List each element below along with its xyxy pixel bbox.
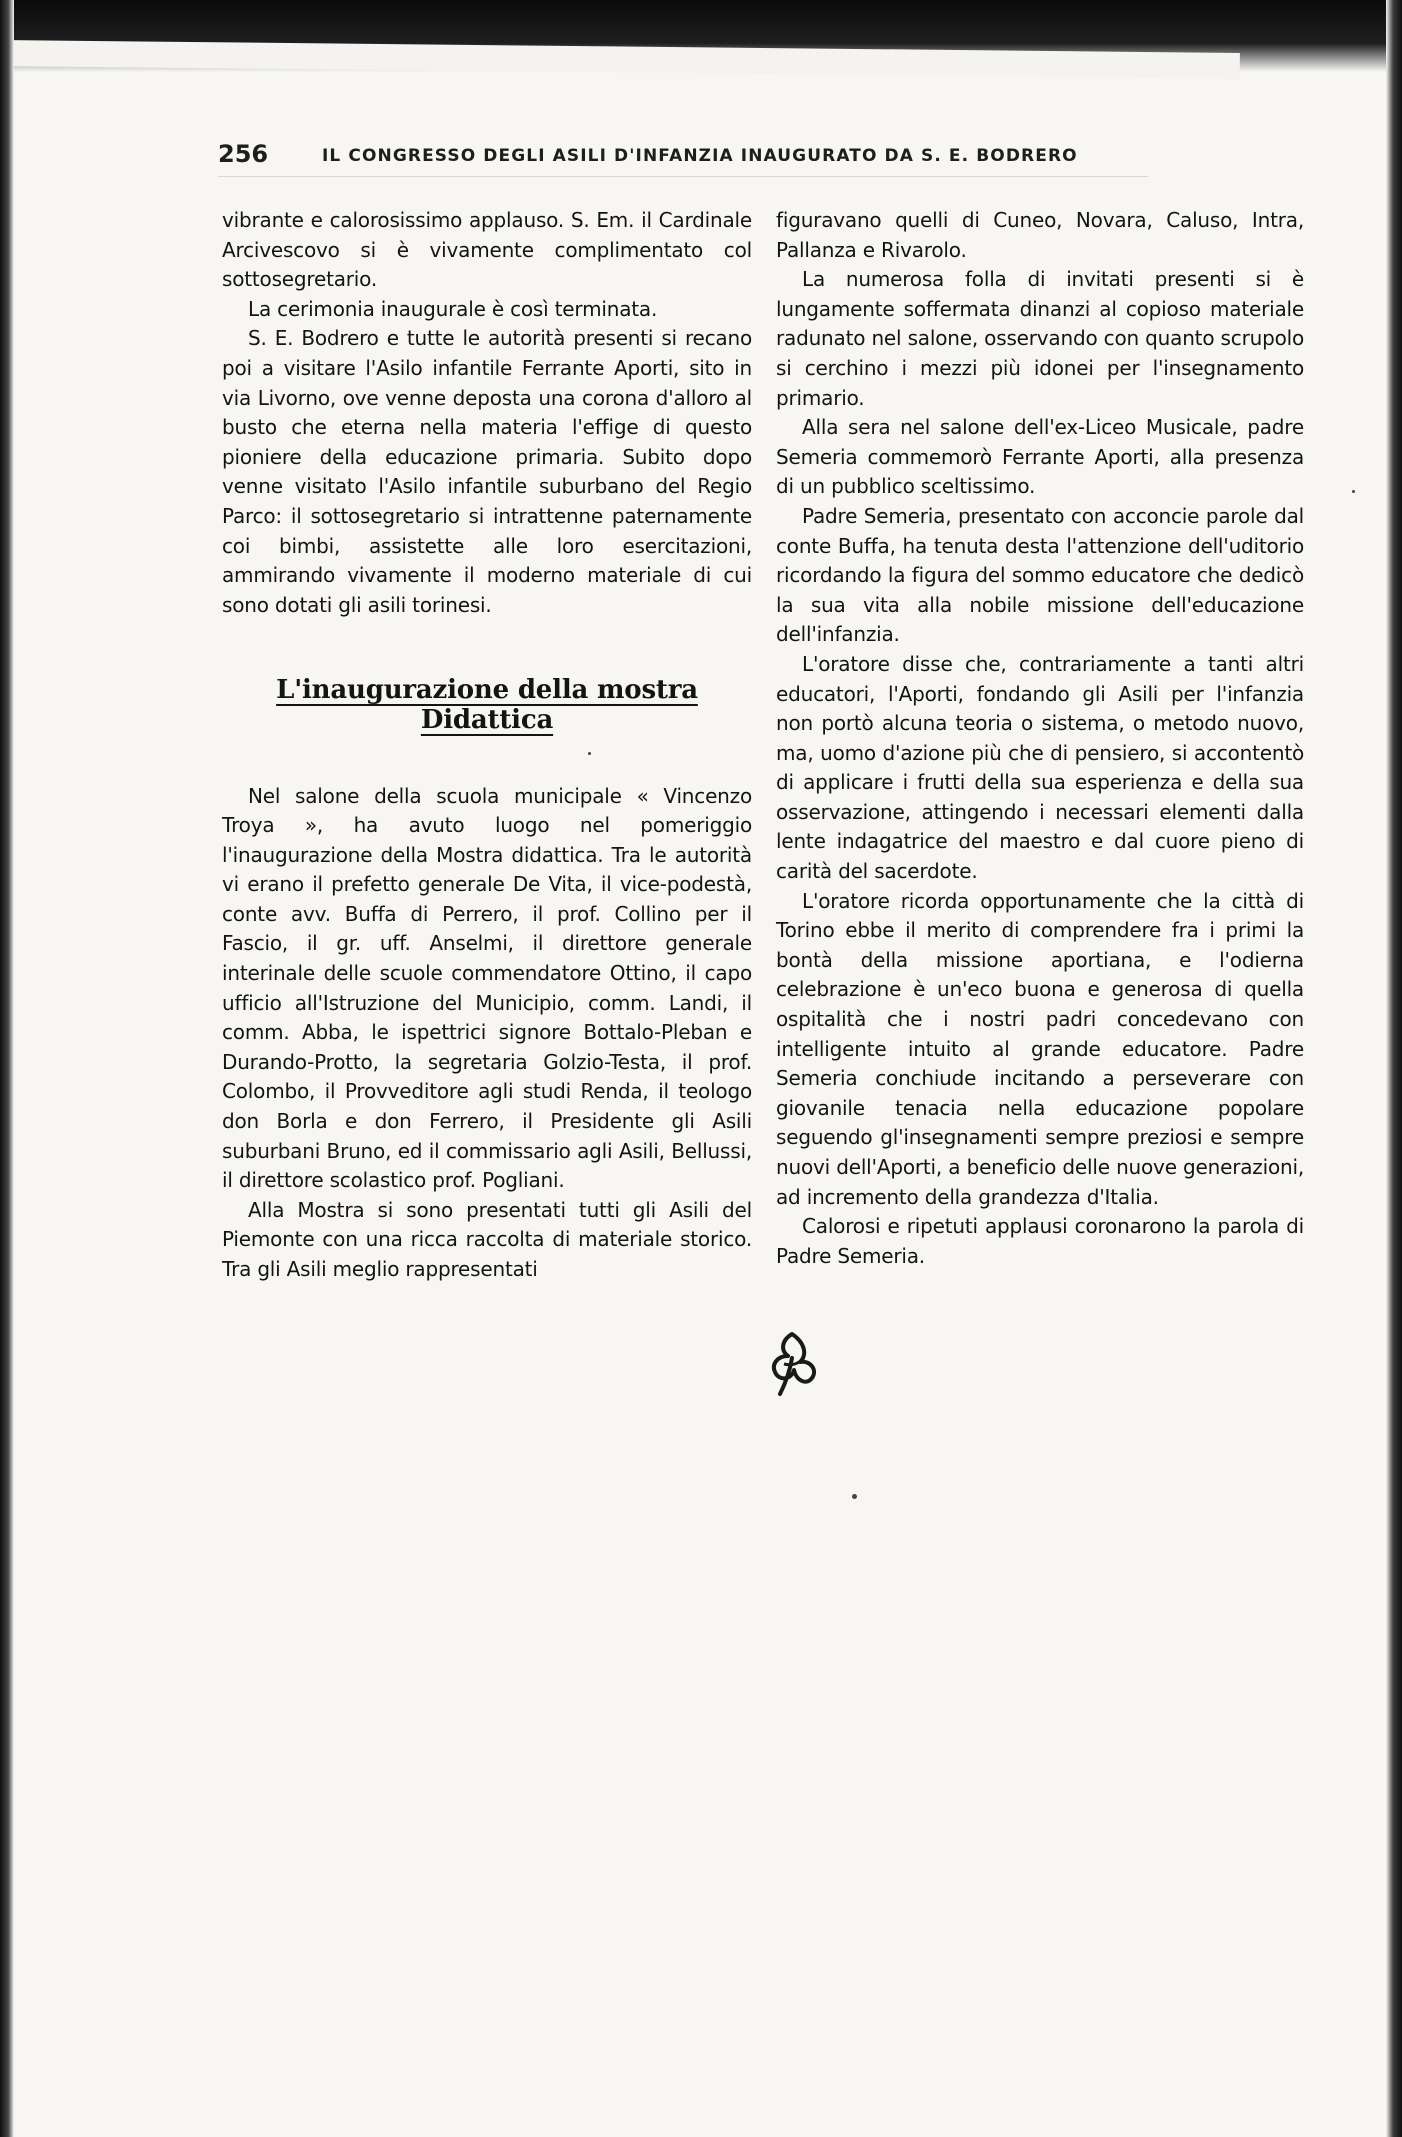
paragraph: figuravano quelli di Cuneo, Novara, Caluso, Intra, Pallanza e Rivarolo. <box>776 208 1304 262</box>
floral-ornament-icon <box>762 1330 822 1400</box>
paragraph: La cerimonia inaugurale è così terminata. <box>248 296 658 321</box>
running-head: IL CONGRESSO DEGLI ASILI D'INFANZIA INAUGURATO DA S. E. BODRERO <box>322 146 1078 166</box>
page-header <box>218 140 1148 180</box>
page-number: 256 <box>218 140 269 168</box>
paragraph: S. E. Bodrero e tutte le autorità presenti si recano poi a visitare l'Asilo infantile Ferrante Aporti, sito in via Livorno, ove venne deposta una corona d'alloro al busto che eterna nella materia l'effige di questo pioniere della educazione primaria. Subito dopo venne visitato l'Asilo infantile suburbano del Regio Parco: il sottosegretario si intrattenne paternamente coi bimbi, assistette alle loro esercitazioni, ammirando vivamente il moderno materiale di cui sono dotati gli asili torinesi. <box>222 326 752 617</box>
speck <box>588 752 591 755</box>
paragraph: La numerosa folla di invitati presenti si è lungamente soffermata dinanzi al copioso materiale radunato nel salone, osservando con quanto scrupolo si cerchino i mezzi più idonei per l'insegnamento primario. <box>776 267 1304 410</box>
paragraph: L'oratore disse che, contrariamente a tanti altri educatori, l'Aporti, fondando gli Asili per l'infanzia non portò alcuna teoria o sistema, o metodo nuovo, ma, uomo d'azione più che di pensiero, si accontentò di applicare i frutti della sua esperienza e della sua osservazione, attingendo i necessari elementi dalla lente indagatrice del maestro e dal cuore pieno di carità del sacerdote. <box>776 651 1304 884</box>
paragraph: L'oratore ricorda opportunamente che la città di Torino ebbe il merito di comprendere fra i primi la bontà della missione aportiana, e l'odierna celebrazione è un'eco buona e generosa di quella ospitalità che i nostri padri concedevano con intelligente intuito al grande educatore. Padre Semeria conchiude incitando a perseverare con giovanile tenacia nella educazione popolare seguendo gl'insegnamenti sempre preziosi e sempre nuovi dell'Aporti, a beneficio delle nuove generazioni, ad incremento della grandezza d'Italia. <box>776 888 1304 1209</box>
paragraph: vibrante e calorosissimo applauso. S. Em. il Cardinale Arcivescovo si è vivamente complimentato col sottosegretario. <box>222 208 752 292</box>
speck <box>1352 490 1355 493</box>
paragraph: Nel salone della scuola municipale « Vincenzo Troya », ha avuto luogo nel pomeriggio l'inaugurazione della Mostra didattica. Tra le autorità vi erano il prefetto generale De Vita, il vice-podestà, conte avv. Buffa di Perrero, il prof. Collino per il Fascio, il gr. uff. Anselmi, il direttore generale interinale delle scuole commendatore Ottino, il capo ufficio all'Istruzione del Municipio, comm. Landi, il comm. Abba, le ispettrici signore Bottalo-Pleban e Durando-Protto, la segretaria Golzio-Testa, il prof. Colombo, il Provveditore agli studi Renda, il teologo don Borla e don Ferrero, il Presidente gli Asili suburbani Bruno, ed il commissario agli Asili, Bellussi, il direttore scolastico prof. Pogliani. <box>222 783 752 1193</box>
header-rule <box>218 176 1148 177</box>
left-column <box>222 206 752 1285</box>
paragraph: Calorosi e ripetuti applausi coronarono la parola di Padre Semeria. <box>776 1214 1304 1268</box>
speck <box>852 1494 857 1499</box>
scan-left-border <box>0 0 14 2137</box>
right-column <box>776 206 1304 1271</box>
section-title: L'inaugurazione della mostra Didattica <box>276 675 698 735</box>
paragraph: Alla sera nel salone dell'ex-Liceo Musicale, padre Semeria commemorò Ferrante Aporti, alla presenza di un pubblico sceltissimo. <box>776 415 1304 499</box>
paragraph: Padre Semeria, presentato con acconcie parole dal conte Buffa, ha tenuta desta l'attenzione dell'uditorio ricordando la figura del sommo educatore che dedicò la sua vita alla nobile missione dell'educazione dell'infanzia. <box>776 503 1304 647</box>
scan-right-border <box>1386 0 1402 2137</box>
paragraph: Alla Mostra si sono presentati tutti gli Asili del Piemonte con una ricca raccolta di materiale storico. Tra gli Asili meglio rappresentati <box>222 1197 752 1281</box>
